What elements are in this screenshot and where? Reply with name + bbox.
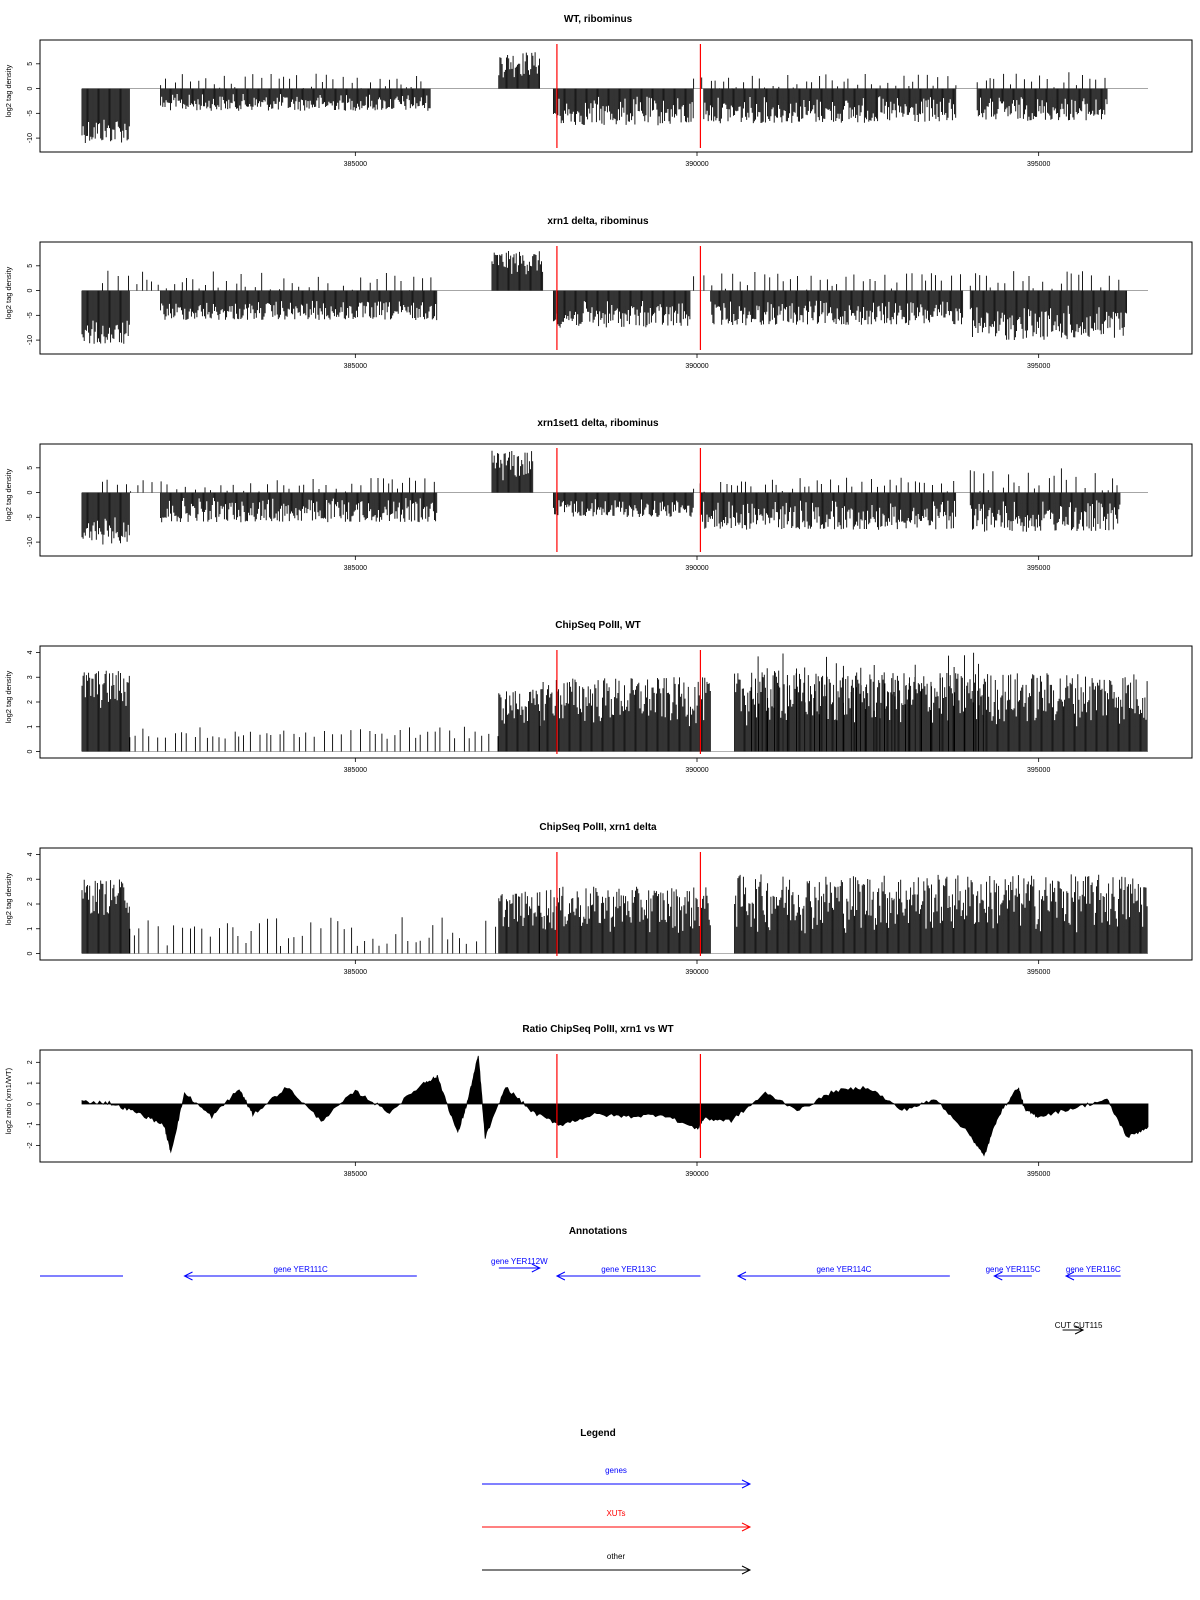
- legend-title: Legend: [580, 1428, 616, 1439]
- signal-segment: [554, 89, 694, 126]
- signal-bars: [82, 880, 129, 954]
- signal-bars: [735, 874, 1148, 953]
- gene-label: gene YER114C: [816, 1265, 872, 1274]
- y-tick-label: 2: [27, 1060, 34, 1065]
- y-tick-label: -10: [27, 133, 34, 144]
- panel-xrn1-ribominus: [4, 216, 1192, 370]
- signal-segment: [977, 72, 1105, 88]
- y-tick-label: 3: [27, 675, 34, 680]
- signal-segment: [735, 874, 1148, 953]
- y-tick-label: 1: [27, 1081, 34, 1086]
- x-tick-label: 390000: [685, 1171, 709, 1178]
- signal-bars: [499, 690, 540, 752]
- signal-bars: [103, 271, 431, 291]
- signal-bars: [82, 671, 129, 752]
- data-layer: [82, 44, 1148, 148]
- signal-segment: [694, 74, 956, 89]
- signal-segment: [130, 727, 498, 752]
- signal-segment: [970, 468, 1117, 492]
- signal-segment: [700, 493, 955, 530]
- y-tick-label: -2: [27, 1142, 34, 1149]
- signal-bars: [977, 72, 1105, 88]
- signal-bars: [970, 271, 1119, 291]
- signal-bars: [711, 291, 963, 326]
- data-layer: [82, 448, 1148, 552]
- signal-bars: [977, 89, 1107, 121]
- signal-segment: [540, 887, 711, 954]
- y-axis-label: log2 ratio (xrn1/WT): [4, 1067, 13, 1135]
- x-tick-label: 385000: [343, 565, 368, 572]
- signal-segment: [130, 917, 496, 953]
- gene-label: gene YER112W: [491, 1257, 548, 1266]
- signal-bars: [130, 727, 498, 752]
- signal-bars: [540, 887, 711, 954]
- panel-title: ChipSeq PolII, WT: [555, 620, 641, 631]
- panel-plot: [27, 444, 1192, 572]
- signal-segment: [103, 478, 435, 493]
- signal-segment: [554, 291, 690, 328]
- signal-segment: [103, 271, 431, 291]
- signal-segment: [970, 291, 1126, 340]
- signal-segment: [540, 677, 711, 751]
- y-tick-label: 0: [27, 288, 34, 293]
- data-layer: [82, 852, 1148, 956]
- legend-items: [482, 1466, 750, 1574]
- panel-chipseq-xrn1: [4, 822, 1192, 976]
- panel-plot: [27, 242, 1192, 370]
- signal-bars: [554, 291, 690, 328]
- panel-wt-ribominus: [4, 14, 1192, 168]
- legend: [482, 1428, 750, 1574]
- signal-bars: [970, 493, 1120, 532]
- y-tick-label: -5: [27, 110, 34, 117]
- gene-label: gene YER116C: [1065, 1265, 1121, 1274]
- signal-bars: [970, 468, 1117, 492]
- y-tick-label: 0: [27, 951, 34, 956]
- signal-segment: [704, 89, 956, 124]
- signal-bars: [82, 291, 129, 344]
- signal-segment: [82, 291, 129, 344]
- signal-segment: [499, 690, 540, 752]
- y-tick-label: 5: [27, 465, 34, 470]
- y-tick-label: -10: [27, 335, 34, 346]
- signal-segment: [694, 478, 954, 493]
- panel-plot: [27, 646, 1192, 774]
- x-tick-label: 390000: [685, 565, 709, 572]
- data-layer: [82, 246, 1148, 350]
- signal-bars: [554, 89, 694, 126]
- gene-label: gene YER113C: [601, 1265, 657, 1274]
- x-tick-label: 390000: [685, 363, 709, 370]
- y-tick-label: -5: [27, 514, 34, 521]
- panel-title: Ratio ChipSeq PolII, xrn1 vs WT: [522, 1024, 674, 1035]
- signal-segment: [694, 272, 961, 291]
- signal-segment: [161, 291, 437, 321]
- y-tick-label: 5: [27, 263, 34, 268]
- x-tick-label: 395000: [1026, 1171, 1051, 1178]
- y-tick-label: 2: [27, 902, 34, 906]
- legend-label: other: [606, 1552, 626, 1561]
- x-tick-label: 390000: [685, 161, 709, 168]
- y-axis-label: log2 tag density: [4, 64, 13, 118]
- y-tick-label: 4: [27, 650, 34, 655]
- signal-segment: [970, 493, 1120, 532]
- cut-label: CUT CUT115: [1054, 1321, 1103, 1330]
- signal-segment: [82, 671, 129, 752]
- gene-label: gene YER111C: [273, 1265, 328, 1274]
- signal-segment: [977, 89, 1107, 121]
- signal-bars: [161, 493, 437, 523]
- signal-bars: [970, 291, 1126, 340]
- panel-xrn1set1-ribominus: [4, 418, 1192, 572]
- y-tick-label: 0: [27, 1101, 34, 1106]
- legend-label: XUTs: [606, 1509, 626, 1518]
- signal-bars: [492, 251, 543, 291]
- signal-bars: [103, 478, 435, 493]
- signal-bars: [130, 917, 496, 953]
- x-tick-label: 385000: [343, 363, 368, 370]
- signal-bars: [492, 451, 533, 493]
- y-tick-label: 0: [27, 749, 34, 754]
- y-tick-label: -1: [27, 1121, 34, 1128]
- annotation-arrows: [40, 1257, 1121, 1334]
- y-tick-label: 3: [27, 877, 34, 882]
- ratio-area: [82, 1056, 1148, 1156]
- signal-bars: [704, 89, 956, 124]
- signal-segment: [161, 493, 437, 523]
- y-tick-label: -10: [27, 537, 34, 548]
- signal-bars: [82, 89, 129, 143]
- y-tick-label: -5: [27, 312, 34, 319]
- y-tick-label: 0: [27, 490, 34, 495]
- x-tick-label: 385000: [343, 1171, 368, 1178]
- y-tick-label: 1: [27, 926, 34, 931]
- x-tick-label: 385000: [343, 767, 368, 774]
- panel-plot: [27, 40, 1192, 168]
- y-tick-label: 4: [27, 852, 34, 857]
- y-axis-label: log2 tag density: [4, 468, 13, 522]
- signal-segment: [82, 493, 129, 545]
- panel-title: xrn1 delta, ribominus: [547, 216, 649, 227]
- annotations-title: Annotations: [568, 1226, 628, 1237]
- panel-plot: [27, 1050, 1192, 1178]
- y-tick-label: 1: [27, 724, 34, 729]
- signal-segment: [161, 74, 421, 89]
- panel-chipseq-wt: [4, 620, 1192, 774]
- legend-item: [482, 1552, 750, 1574]
- signal-segment: [161, 89, 431, 111]
- signal-bars: [694, 74, 956, 89]
- annotations-section: [40, 1226, 1121, 1334]
- signal-bars: [540, 677, 711, 751]
- x-tick-label: 395000: [1026, 969, 1051, 976]
- signal-bars: [499, 52, 540, 88]
- y-tick-label: 2: [27, 700, 34, 704]
- signal-segment: [492, 451, 533, 493]
- x-tick-label: 390000: [685, 969, 709, 976]
- x-tick-label: 385000: [343, 969, 368, 976]
- legend-item: [482, 1466, 750, 1488]
- panel-plot: [27, 848, 1192, 976]
- signal-bars: [161, 74, 421, 89]
- x-tick-label: 385000: [343, 161, 368, 168]
- signal-bars: [82, 493, 129, 545]
- signal-segment: [82, 89, 129, 143]
- x-tick-label: 395000: [1026, 767, 1051, 774]
- signal-segment: [554, 493, 694, 517]
- gene-label: gene YER115C: [985, 1265, 1041, 1274]
- y-tick-label: 5: [27, 61, 34, 66]
- x-tick-label: 395000: [1026, 363, 1051, 370]
- signal-bars: [499, 892, 540, 954]
- data-layer: [82, 650, 1148, 754]
- legend-label: genes: [605, 1466, 627, 1475]
- signal-segment: [492, 251, 543, 291]
- panel-title: ChipSeq PolII, xrn1 delta: [539, 822, 657, 833]
- x-tick-label: 395000: [1026, 161, 1051, 168]
- signal-segment: [970, 271, 1119, 291]
- panel-ratio: [4, 1024, 1192, 1178]
- x-tick-label: 390000: [685, 767, 709, 774]
- signal-segment: [499, 52, 540, 88]
- signal-bars: [694, 478, 954, 493]
- signal-bars: [161, 291, 437, 321]
- signal-bars: [694, 272, 961, 291]
- y-axis-label: log2 tag density: [4, 266, 13, 320]
- panel-title: xrn1set1 delta, ribominus: [537, 418, 659, 429]
- data-layer: [82, 1054, 1148, 1158]
- legend-item: [482, 1509, 750, 1531]
- y-tick-label: 0: [27, 86, 34, 91]
- signal-bars: [554, 493, 694, 517]
- signal-bars: [700, 493, 955, 530]
- x-tick-label: 395000: [1026, 565, 1051, 572]
- signal-segment: [499, 892, 540, 954]
- signal-bars: [161, 89, 431, 111]
- panel-title: WT, ribominus: [563, 14, 633, 25]
- signal-segment: [711, 291, 963, 326]
- signal-segment: [82, 880, 129, 954]
- y-axis-label: log2 tag density: [4, 872, 13, 926]
- y-axis-label: log2 tag density: [4, 670, 13, 724]
